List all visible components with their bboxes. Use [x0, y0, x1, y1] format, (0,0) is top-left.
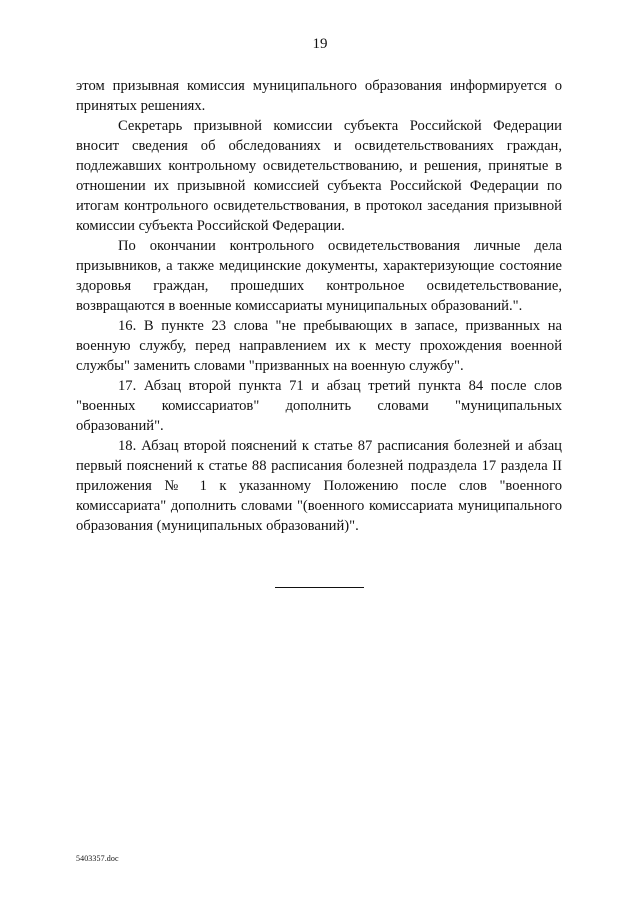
paragraph-item-18: 18. Абзац второй пояснений к статье 87 расписания болезней и абзац первый пояснений к статье 88 расписания болезней подраздела 17 раздела II приложения № 1 к указанному Положению после слов "военного комиссариата" дополнить словами "(военного комиссариата муниципального образования (муниципальных образований)". — [76, 438, 562, 534]
paragraph-continuation: этом призывная комиссия муниципального образования информируется о принятых решениях. — [76, 78, 562, 114]
file-reference: 5403357.doc — [76, 854, 119, 863]
document-body — [76, 76, 562, 536]
paragraph-item-16: 16. В пункте 23 слова "не пребывающих в запасе, призванных на военную службу, перед направлением их к месту прохождения военной службы" заменить словами "призванных на военную службу". — [76, 318, 562, 374]
paragraph-item-17: 17. Абзац второй пункта 71 и абзац третий пункта 84 после слов "военных комиссариатов" дополнить словами "муниципальных образований". — [76, 378, 562, 434]
paragraph-personal-files: По окончании контрольного освидетельствования личные дела призывников, а также медицинские документы, характеризующие состояние здоровья граждан, прошедших контрольное освидетельствование, возвращаются в военные комиссариаты муниципальных образований.". — [76, 238, 562, 314]
end-separator-line — [275, 587, 364, 588]
paragraph-secretary: Секретарь призывной комиссии субъекта Российской Федерации вносит сведения об обследованиях и освидетельствованиях граждан, подлежавших контрольному освидетельствованию, и решения, принятые в отношении их призывной комиссией субъекта Российской Федерации по итогам контрольного освидетельствования, в протокол заседания призывной комиссии субъекта Российской Федерации. — [76, 118, 562, 234]
page-number: 19 — [312, 36, 328, 52]
